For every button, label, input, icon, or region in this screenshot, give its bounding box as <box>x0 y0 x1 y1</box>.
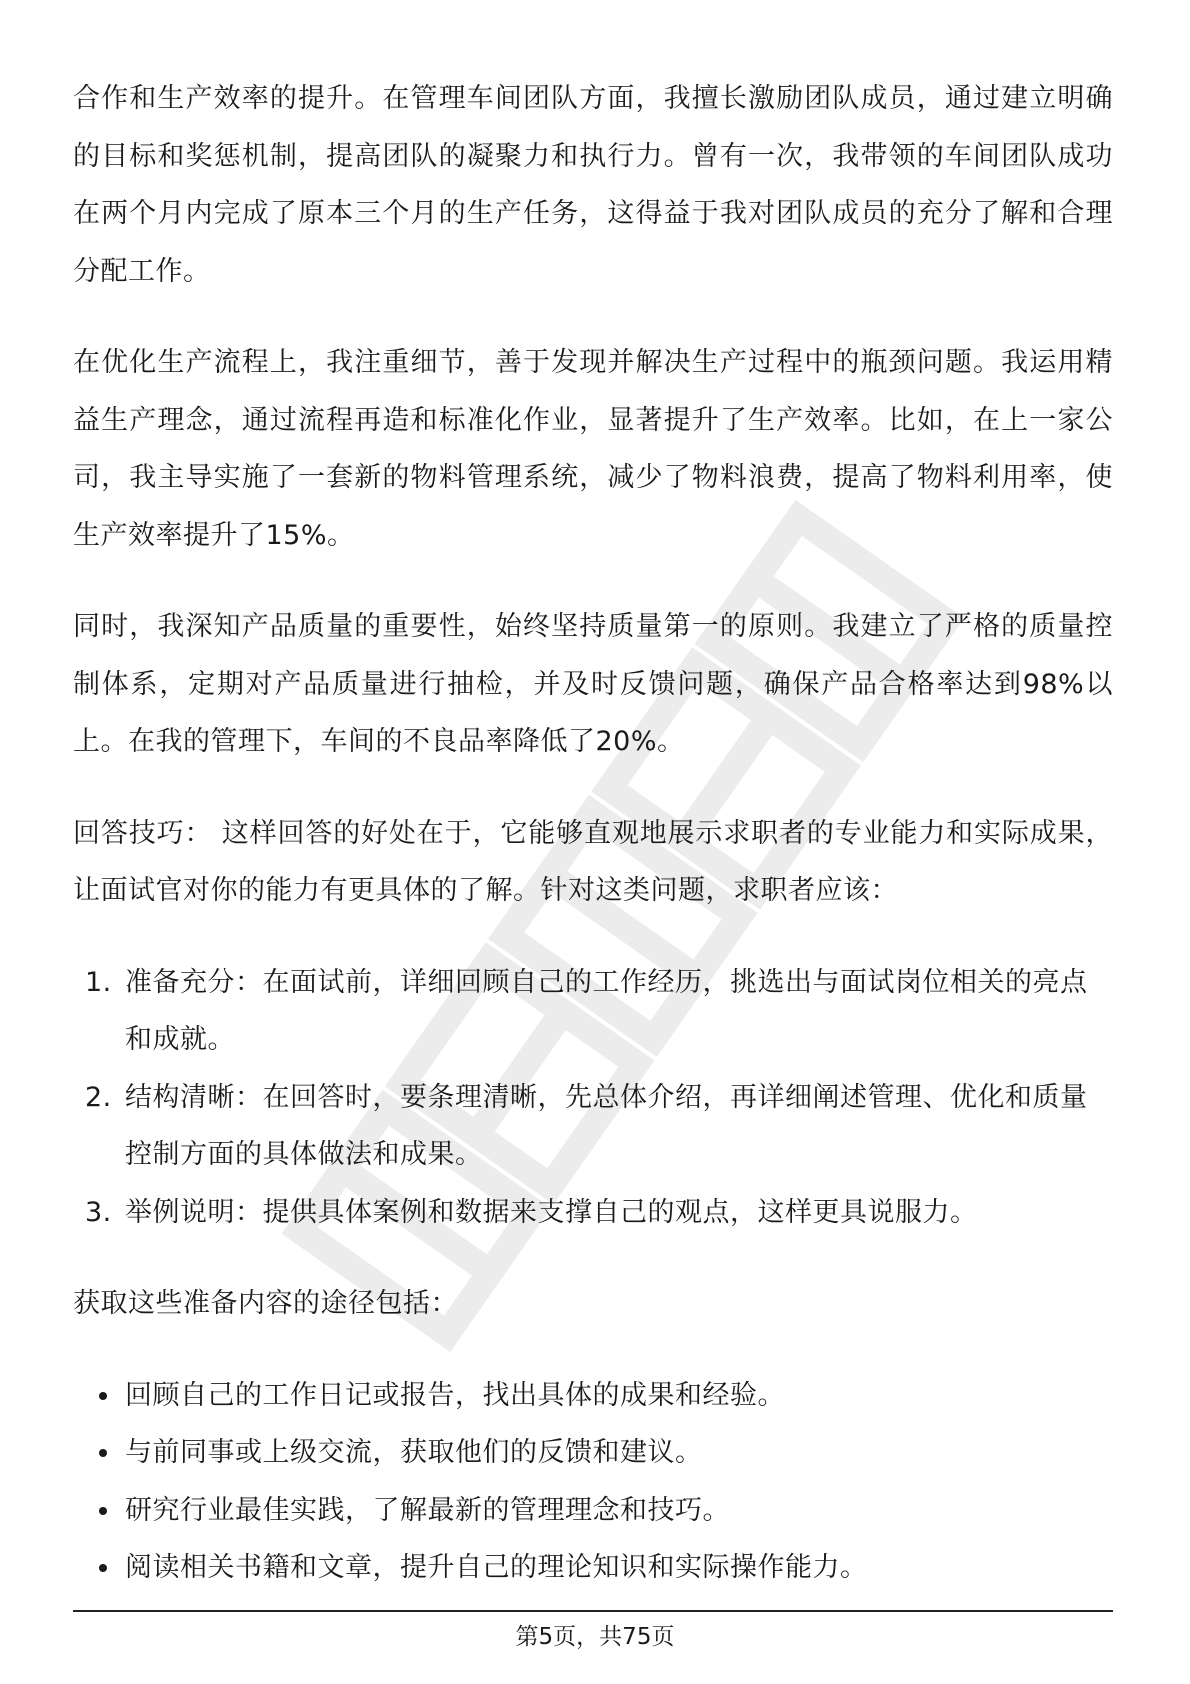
footer-divider <box>73 1610 1113 1612</box>
bullet-icon <box>99 1507 107 1515</box>
paragraph-teamwork: 合作和生产效率的提升。在管理车间团队方面，我擅长激励团队成员，通过建立明确的目标和奖惩机制，提高团队的凝聚力和执行力。曾有一次，我带领的车间团队成功在两个月内完成了原本三个月的生产任务，这得益于我对团队成员的充分了解和合理分配工作。 <box>73 83 1113 287</box>
list-item <box>73 1069 1113 1184</box>
list-number: 3. <box>85 1196 112 1228</box>
bullet-icon <box>99 1564 107 1572</box>
list-item-text: 举例说明：提供具体案例和数据来支撑自己的观点，这样更具说服力。 <box>125 1196 978 1228</box>
paragraph-process-optimization: 在优化生产流程上，我注重细节，善于发现并解决生产过程中的瓶颈问题。我运用精益生产理念，通过流程再造和标准化作业，显著提升了生产效率。比如，在上一家公司，我主导实施了一套新的物料管理系统，减少了物料浪费，提高了物料利用率，使生产效率提升了15%。 <box>73 347 1113 551</box>
list-item <box>73 954 1113 1069</box>
list-item-text: 研究行业最佳实践，了解最新的管理理念和技巧。 <box>125 1494 730 1526</box>
list-item <box>73 1184 1113 1242</box>
page-number: 第5页，共75页 <box>515 1624 675 1650</box>
list-item-text: 与前同事或上级交流，获取他们的反馈和建议。 <box>125 1437 703 1468</box>
list-item-text: 结构清晰：在回答时，要条理清晰，先总体介绍，再详细阐述管理、优化和质量控制方面的具体做法和成果。 <box>125 1081 1088 1170</box>
paragraph-quality-control: 同时，我深知产品质量的重要性，始终坚持质量第一的原则。我建立了严格的质量控制体系，定期对产品质量进行抽检，并及时反馈问题，确保产品合格率达到98%以上。在我的管理下，车间的不良品率降低了20%。 <box>73 611 1113 757</box>
list-item-text: 回顾自己的工作日记或报告，找出具体的成果和经验。 <box>125 1379 785 1411</box>
list-item-text: 阅读相关书籍和文章，提升自己的理论知识和实际操作能力。 <box>125 1552 868 1583</box>
paragraph-answer-tips: 回答技巧： 这样回答的好处在于，它能够直观地展示求职者的专业能力和实际成果，让面试官对你的能力有更具体的了解。针对这类问题，求职者应该： <box>73 817 1113 906</box>
numbered-list <box>73 954 1113 1242</box>
bullet-icon <box>99 1449 107 1457</box>
list-number: 2. <box>85 1081 112 1113</box>
bullet-icon <box>99 1392 107 1400</box>
document-body <box>73 70 1113 1631</box>
list-item <box>73 1482 1113 1540</box>
list-item <box>73 1424 1113 1482</box>
list-item <box>73 1539 1113 1597</box>
list-item <box>73 1367 1113 1425</box>
paragraph-sources-intro: 获取这些准备内容的途径包括： <box>73 1288 458 1319</box>
list-item-text: 准备充分：在面试前，详细回顾自己的工作经历，挑选出与面试岗位相关的亮点和成就。 <box>125 966 1088 1055</box>
list-number: 1. <box>85 966 112 998</box>
bullet-list <box>73 1367 1113 1597</box>
